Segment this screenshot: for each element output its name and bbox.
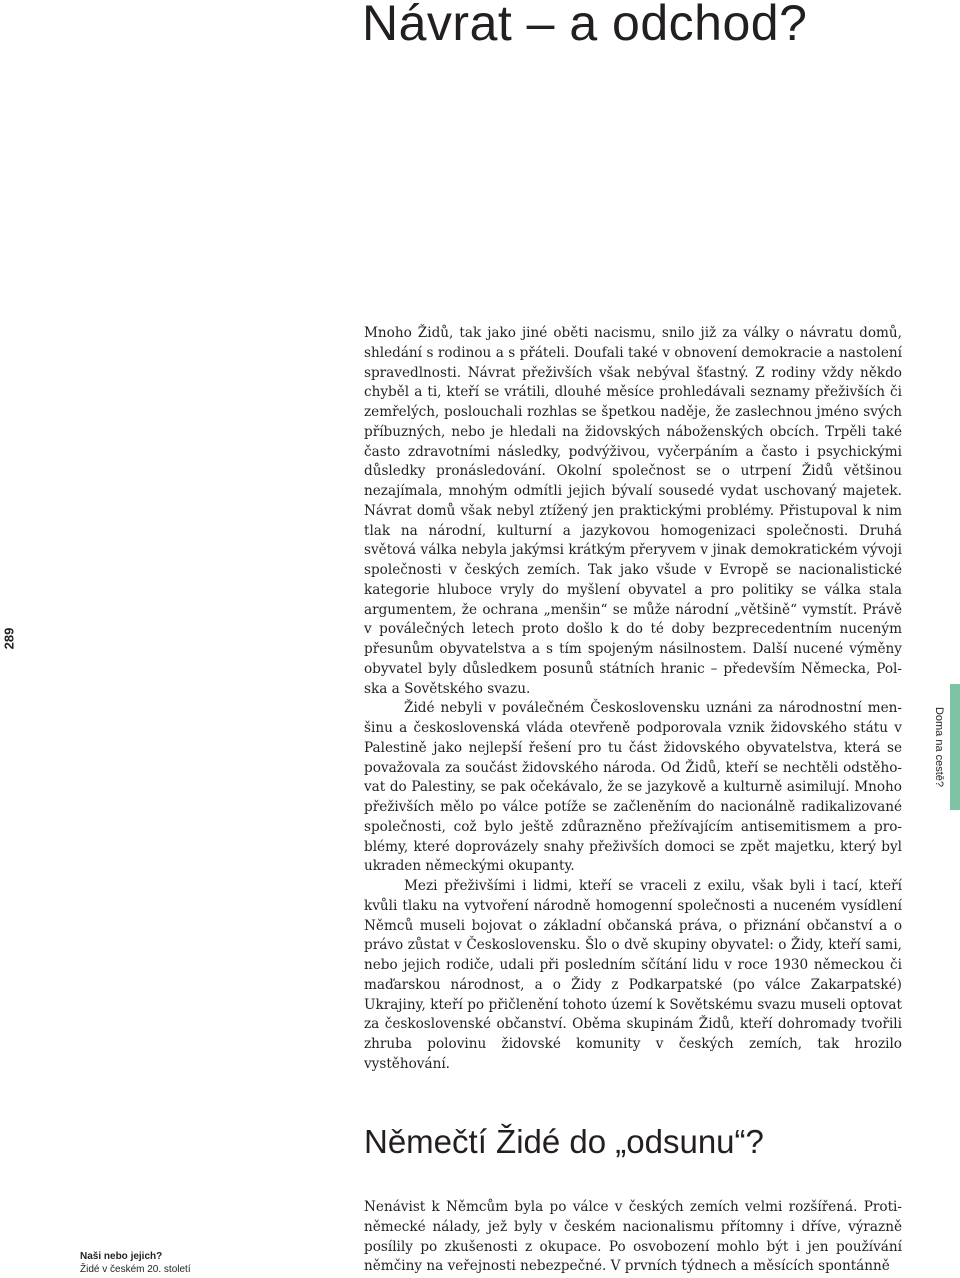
paragraph-2: Židé nebyli v poválečném Československu uznáni za národnostní menšinu a československá vláda otevřeně podporovala vznik židovského státu v Palestině jako nejlepší řešení pro tu část židovského obyvatelstva, která se považovala za součást židovského národa. Od Židů, kteří se nechtěli odstěhovat do Palestiny, se pak očekávalo, že se jazykově a kulturně asimilují. Mnoho přeživších mělo po válce potíže se začleněním do nacionálně radikalizované společnosti, což bylo ještě zdůrazněno přežívajícím antisemitismem a problémy, které doprovázely snahy přeživších domoci se zpět majetku, který byl ukraden německými okupanty. — [364, 700, 902, 875]
paragraph-4: Nenávist k Němcům byla po válce v českých zemích velmi rozšířená. Protiněmecké nálady, jež byly v českém nacionalismu přítomny i dříve, výrazně posílily po zkušenosti z okupace. Po osvobození mohlo být i jen používání němčiny na veřejnosti nebezpečné. V prvních týdnech a měsících spontánně — [364, 1199, 902, 1275]
paragraph-1: Mnoho Židů, tak jako jiné oběti nacismu, snilo již za války o návratu domů, shledání s rodinou a s přáteli. Doufali také v obnovení demokracie a nastolení spravedlnosti. Návrat přeživších však nebýval šťastný. Z rodiny vždy někdo chyběl a ti, kteří se vrátili, dlouhé měsíce prohledávali seznamy přeživších či zemřelých, poslouchali rozhlas se špetkou naděje, že zaslechnou jméno svých příbuzných, nebo je hledali na židovských náboženských obcích. Trpěli také často zdravotními následky, podvýživou, vyčerpáním a často i psychickými důsledky pronásledování. Okolní společnost se o utrpení Židů většinou nezajímala, mnohým odmítli jejich bývalí sousedé vydat uschovaný majetek. Návrat domů však nebyl ztížený jen praktickými problémy. Přistupoval k nim tlak na národní, kulturní a jazykovou homogenizaci společnosti. Druhá světová válka nebyla jakýmsi krátkým přeryvem v jinak demokratickém vývoji společnosti v českých zemích. Tak jako všude v Evropě se nacionalistické kategorie hluboce vryly do myšlení obyvatel a pro politiky se válka stala argumentem, že ochrana „menšin“ se může národní „většině“ vymstít. Právě v poválečných letech proto došlo k do té doby bezprecedentním nuceným přesunům obyvatelstva a s tím spojeným násilnostem. Další nucené výměny obyvatel byly důsledkem posunů státních hranic – především Německa, Polska a Sovětského svazu. — [364, 325, 902, 697]
section-tab-marker — [950, 684, 960, 810]
second-section-text — [364, 1198, 902, 1277]
running-footer — [80, 1250, 191, 1276]
book-series-title: Naši nebo jejich? — [80, 1251, 163, 1262]
book-subtitle: Židé v českém 20. století — [80, 1264, 191, 1275]
paragraph-3: Mezi přeživšími i lidmi, kteří se vraceli z exilu, však byli i tací, kteří kvůli tlaku na vytvoření národně homogenní společnosti a nuceném vysídlení Němců museli bojovat o základní občanská práva, o přiznání občanství a o právo zůstat v Československu. Šlo o dvě skupiny obyvatel: o Židy, kteří sami, nebo jejich rodiče, udali při posledním sčítání lidu v roce 1930 německou či maďarskou národnost, a o Židy z Podkarpatské (po válce Zakarpatské) Ukrajiny, kteří po přičlenění tohoto území k Sovětskému svazu museli optovat za československé občanství. Oběma skupinám Židů, kteří dohromady tvořili zhruba polovinu židovské komunity v českých zemích, tak hrozilo vystěhování. — [364, 878, 902, 1072]
page-number — [0, 626, 18, 650]
section-label-text: Doma na cestě? — [933, 706, 946, 788]
section-heading: Němečtí Židé do „odsunu“? — [364, 1123, 764, 1160]
section-label — [930, 684, 948, 810]
main-text — [364, 324, 902, 1075]
page-number-text: 289 — [1, 627, 17, 649]
chapter-title: Návrat – a odchod? — [362, 0, 808, 51]
